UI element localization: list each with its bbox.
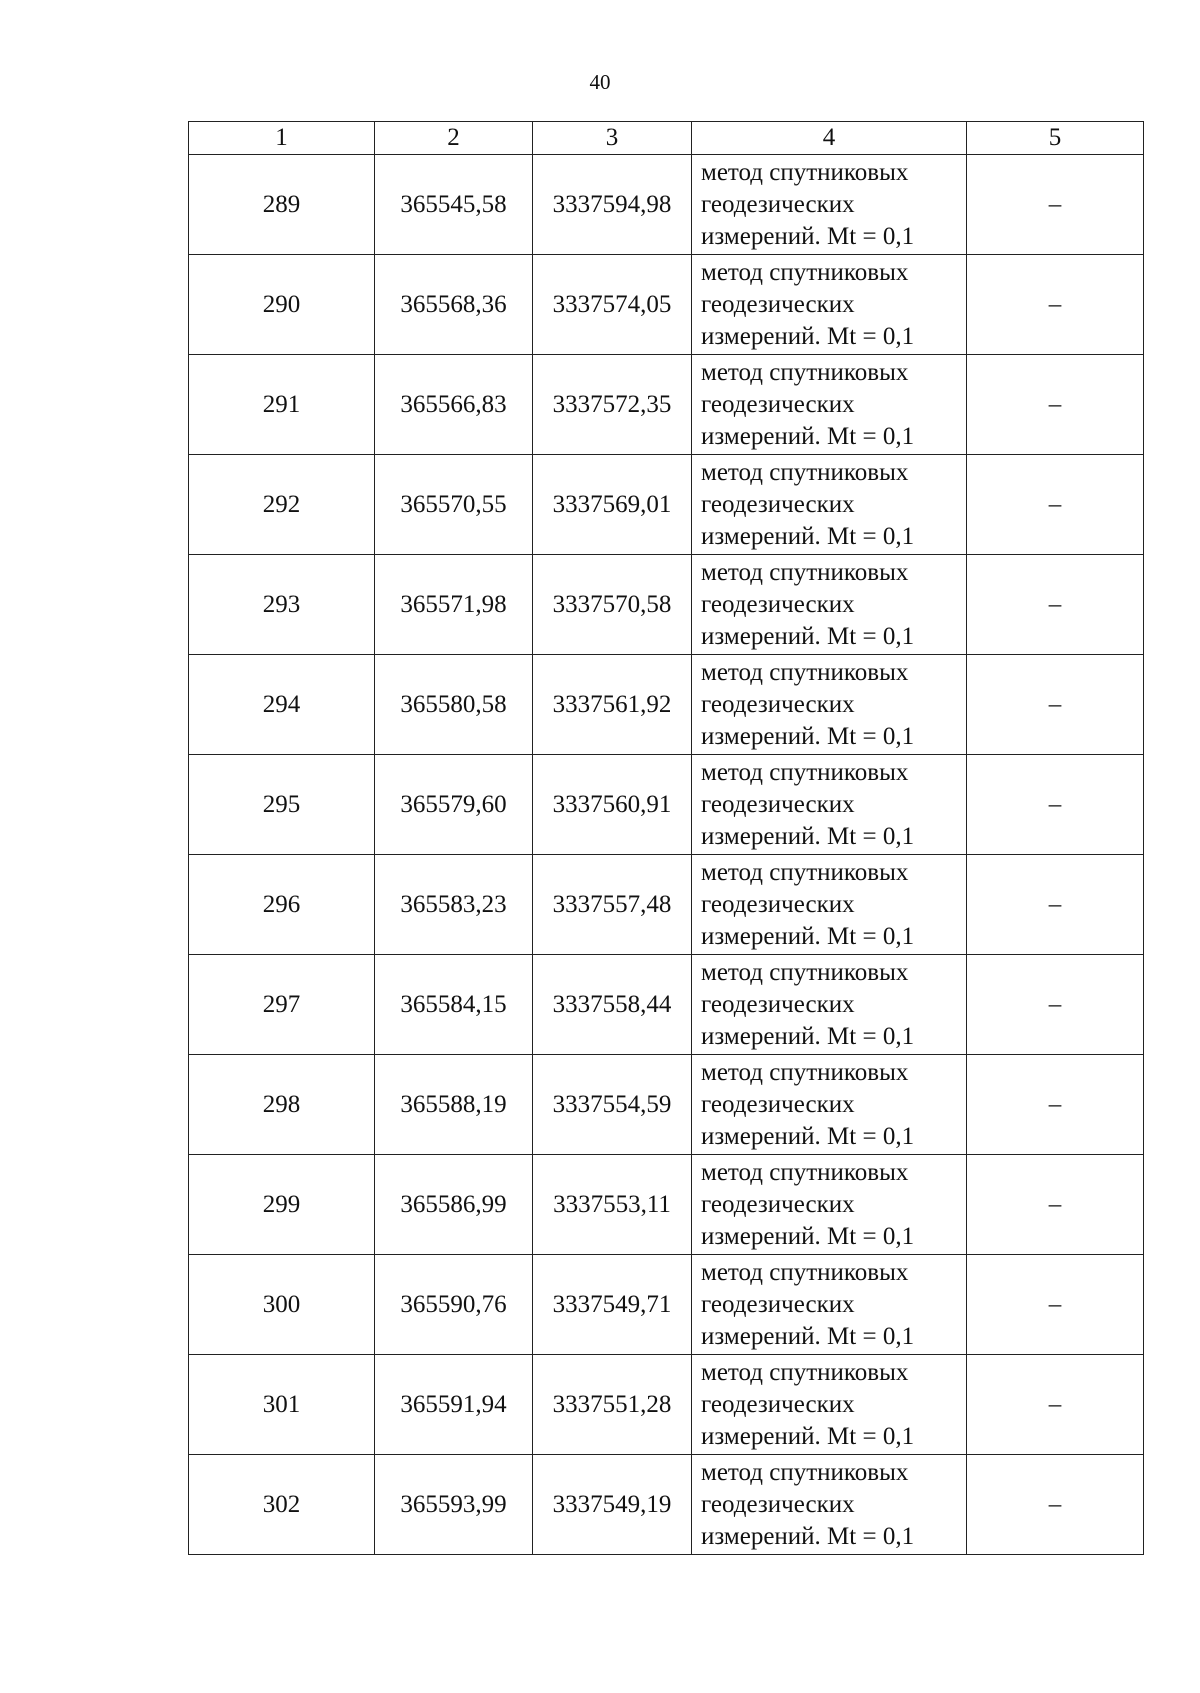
table-row <box>189 755 1144 855</box>
table-row <box>189 255 1144 355</box>
method-cell <box>692 755 967 855</box>
method-line-2: геодезических <box>701 690 855 718</box>
y-coordinate-cell: 3337557,48 <box>533 855 692 955</box>
method-line-1: метод спутниковых <box>701 1258 909 1286</box>
y-coordinate-cell: 3337551,28 <box>533 1355 692 1455</box>
note-cell: – <box>967 1355 1144 1455</box>
method-line-2: геодезических <box>701 1490 855 1518</box>
note-cell: – <box>967 255 1144 355</box>
point-number-cell: 301 <box>189 1355 375 1455</box>
point-number-cell: 298 <box>189 1055 375 1155</box>
note-cell: – <box>967 955 1144 1055</box>
method-line-1: метод спутниковых <box>701 1458 909 1486</box>
method-line-3: измерений. Mt = 0,1 <box>701 1222 915 1250</box>
note-cell: – <box>967 1055 1144 1155</box>
method-cell <box>692 1055 967 1155</box>
point-number-cell: 302 <box>189 1455 375 1555</box>
table-row <box>189 855 1144 955</box>
method-line-3: измерений. Mt = 0,1 <box>701 722 915 750</box>
method-line-3: измерений. Mt = 0,1 <box>701 422 915 450</box>
method-cell <box>692 655 967 755</box>
method-cell <box>692 555 967 655</box>
table-row <box>189 555 1144 655</box>
method-cell <box>692 1455 967 1555</box>
method-line-1: метод спутниковых <box>701 258 909 286</box>
method-line-1: метод спутниковых <box>701 958 909 986</box>
x-coordinate-cell: 365584,15 <box>375 955 533 1055</box>
column-header-4: 4 <box>692 122 967 155</box>
page-number: 40 <box>589 70 611 94</box>
method-line-1: метод спутниковых <box>701 1058 909 1086</box>
method-line-3: измерений. Mt = 0,1 <box>701 1122 915 1150</box>
note-cell: – <box>967 655 1144 755</box>
method-cell <box>692 1355 967 1455</box>
method-line-3: измерений. Mt = 0,1 <box>701 522 915 550</box>
method-line-2: геодезических <box>701 790 855 818</box>
point-number-cell: 290 <box>189 255 375 355</box>
method-line-2: геодезических <box>701 390 855 418</box>
method-line-3: измерений. Mt = 0,1 <box>701 822 915 850</box>
point-number-cell: 293 <box>189 555 375 655</box>
method-cell <box>692 855 967 955</box>
method-cell <box>692 1155 967 1255</box>
y-coordinate-cell: 3337549,19 <box>533 1455 692 1555</box>
method-line-3: измерений. Mt = 0,1 <box>701 222 915 250</box>
x-coordinate-cell: 365580,58 <box>375 655 533 755</box>
table-row <box>189 355 1144 455</box>
method-line-2: геодезических <box>701 890 855 918</box>
method-line-1: метод спутниковых <box>701 1158 909 1186</box>
y-coordinate-cell: 3337549,71 <box>533 1255 692 1355</box>
table-row <box>189 155 1144 255</box>
method-line-2: геодезических <box>701 1390 855 1418</box>
x-coordinate-cell: 365588,19 <box>375 1055 533 1155</box>
method-line-2: геодезических <box>701 290 855 318</box>
method-cell <box>692 255 967 355</box>
point-number-cell: 294 <box>189 655 375 755</box>
x-coordinate-cell: 365566,83 <box>375 355 533 455</box>
y-coordinate-cell: 3337594,98 <box>533 155 692 255</box>
method-line-1: метод спутниковых <box>701 158 909 186</box>
column-header-1: 1 <box>189 122 375 155</box>
point-number-cell: 291 <box>189 355 375 455</box>
x-coordinate-cell: 365579,60 <box>375 755 533 855</box>
method-line-2: геодезических <box>701 190 855 218</box>
y-coordinate-cell: 3337572,35 <box>533 355 692 455</box>
method-line-1: метод спутниковых <box>701 658 909 686</box>
method-cell <box>692 955 967 1055</box>
method-line-1: метод спутниковых <box>701 1358 909 1386</box>
note-cell: – <box>967 1155 1144 1255</box>
table-row <box>189 1255 1144 1355</box>
note-cell: – <box>967 1455 1144 1555</box>
x-coordinate-cell: 365591,94 <box>375 1355 533 1455</box>
method-cell <box>692 1255 967 1355</box>
method-line-3: измерений. Mt = 0,1 <box>701 1522 915 1550</box>
point-number-cell: 296 <box>189 855 375 955</box>
method-line-1: метод спутниковых <box>701 358 909 386</box>
table-row <box>189 1055 1144 1155</box>
x-coordinate-cell: 365571,98 <box>375 555 533 655</box>
note-cell: – <box>967 1255 1144 1355</box>
note-cell: – <box>967 455 1144 555</box>
table-row <box>189 955 1144 1055</box>
x-coordinate-cell: 365593,99 <box>375 1455 533 1555</box>
y-coordinate-cell: 3337560,91 <box>533 755 692 855</box>
column-header-2: 2 <box>375 122 533 155</box>
method-line-2: геодезических <box>701 990 855 1018</box>
point-number-cell: 292 <box>189 455 375 555</box>
point-number-cell: 297 <box>189 955 375 1055</box>
method-line-3: измерений. Mt = 0,1 <box>701 322 915 350</box>
method-line-2: геодезических <box>701 1090 855 1118</box>
table-body <box>189 155 1144 1555</box>
table-header <box>189 122 1144 155</box>
method-line-3: измерений. Mt = 0,1 <box>701 622 915 650</box>
table-row <box>189 1155 1144 1255</box>
point-number-cell: 299 <box>189 1155 375 1255</box>
method-line-2: геодезических <box>701 490 855 518</box>
method-cell <box>692 155 967 255</box>
table-row <box>189 1355 1144 1455</box>
point-number-cell: 289 <box>189 155 375 255</box>
method-line-3: измерений. Mt = 0,1 <box>701 1022 915 1050</box>
y-coordinate-cell: 3337553,11 <box>533 1155 692 1255</box>
method-line-1: метод спутниковых <box>701 858 909 886</box>
column-header-3: 3 <box>533 122 692 155</box>
y-coordinate-cell: 3337569,01 <box>533 455 692 555</box>
column-header-5: 5 <box>967 122 1144 155</box>
method-line-2: геодезических <box>701 1190 855 1218</box>
table-row <box>189 1455 1144 1555</box>
method-line-3: измерений. Mt = 0,1 <box>701 1322 915 1350</box>
y-coordinate-cell: 3337558,44 <box>533 955 692 1055</box>
x-coordinate-cell: 365568,36 <box>375 255 533 355</box>
method-line-3: измерений. Mt = 0,1 <box>701 1422 915 1450</box>
point-number-cell: 300 <box>189 1255 375 1355</box>
table-row <box>189 655 1144 755</box>
method-line-2: геодезических <box>701 1290 855 1318</box>
x-coordinate-cell: 365570,55 <box>375 455 533 555</box>
x-coordinate-cell: 365590,76 <box>375 1255 533 1355</box>
x-coordinate-cell: 365583,23 <box>375 855 533 955</box>
method-cell <box>692 455 967 555</box>
header-row <box>189 122 1144 155</box>
note-cell: – <box>967 355 1144 455</box>
y-coordinate-cell: 3337570,58 <box>533 555 692 655</box>
x-coordinate-cell: 365586,99 <box>375 1155 533 1255</box>
note-cell: – <box>967 155 1144 255</box>
coordinates-table <box>188 121 1144 1555</box>
method-cell <box>692 355 967 455</box>
method-line-1: метод спутниковых <box>701 758 909 786</box>
table-row <box>189 455 1144 555</box>
x-coordinate-cell: 365545,58 <box>375 155 533 255</box>
note-cell: – <box>967 855 1144 955</box>
method-line-2: геодезических <box>701 590 855 618</box>
method-line-1: метод спутниковых <box>701 458 909 486</box>
note-cell: – <box>967 755 1144 855</box>
method-line-1: метод спутниковых <box>701 558 909 586</box>
y-coordinate-cell: 3337554,59 <box>533 1055 692 1155</box>
note-cell: – <box>967 555 1144 655</box>
method-line-3: измерений. Mt = 0,1 <box>701 922 915 950</box>
y-coordinate-cell: 3337561,92 <box>533 655 692 755</box>
y-coordinate-cell: 3337574,05 <box>533 255 692 355</box>
point-number-cell: 295 <box>189 755 375 855</box>
